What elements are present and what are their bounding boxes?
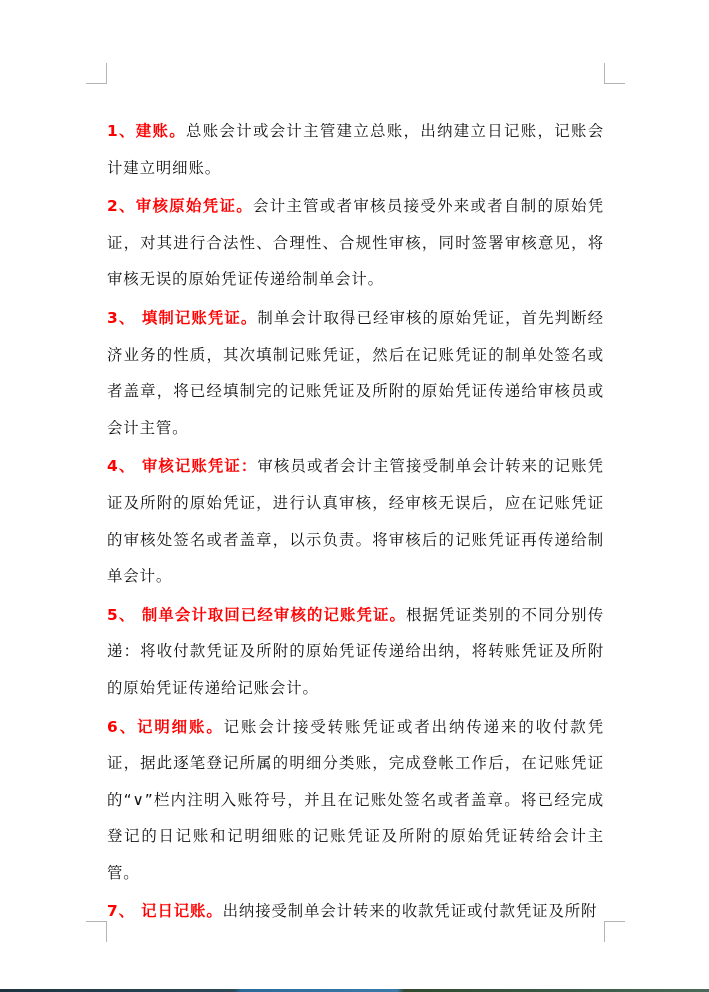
step-heading: 2、审核原始凭证。: [107, 197, 253, 216]
crop-mark-bottom-left: [86, 921, 107, 942]
crop-mark-top-left: [86, 63, 107, 84]
paragraph-step-4: [107, 448, 604, 594]
step-heading: 3、 填制记账凭证。: [107, 308, 258, 327]
paragraph-step-6: [107, 709, 604, 892]
step-body: 根据凭证类别的不同分别传递：将收付款凭证及所附的原始凭证传递给出纳，将转账凭证及所附的原始凭证传递给记账会计。: [107, 605, 604, 697]
step-heading: 7、 记日记账。: [107, 902, 223, 921]
paragraph-step-2: [107, 188, 604, 298]
step-body: 出纳接受制单会计转来的收款凭证或付款凭证及所附: [222, 902, 598, 921]
step-body: 制单会计取得已经审核的原始凭证，首先判断经济业务的性质，其次填制记账凭证，然后在记账凭证的制单处签名或者盖章，将已经填制完的记账凭证及所附的原始凭证传递给审核员或会计主管。: [107, 308, 604, 437]
paragraph-step-3: [107, 300, 604, 446]
step-body: 会计主管或者审核员接受外来或者自制的原始凭证，对其进行合法性、合理性、合规性审核，同时签署审核意见，将审核无误的原始凭证传递给制单会计。: [107, 197, 604, 289]
step-heading: 6、记明细账。: [107, 717, 224, 736]
paragraph-step-7: [107, 893, 604, 930]
step-heading: 4、 审核记账凭证：: [107, 457, 258, 476]
crop-mark-bottom-right: [604, 921, 625, 942]
step-body: 记账会计接受转账凭证或者出纳传递来的收付款凭证，据此逐笔登记所属的明细分类账，完成登帐工作后，在记账凭证的“∨”栏内注明入账符号，并且在记账处签名或者盖章。将已经完成登记的日记账和记明细账的记账凭证及所附的原始凭证转给会计主管。: [107, 717, 604, 882]
step-body: 总账会计或会计主管建立总账，出纳建立日记账，记账会计建立明细账。: [107, 122, 604, 177]
step-heading: 1、建账。: [107, 122, 187, 140]
step-heading: 5、 制单会计取回已经审核的记账凭证。: [107, 605, 407, 624]
paragraph-step-5: [107, 597, 604, 707]
document-body[interactable]: [107, 113, 604, 932]
crop-mark-top-right: [604, 63, 625, 84]
step-body: 审核员或者会计主管接受制单会计转来的记账凭证及所附的原始凭证，进行认真审核，经审核无误后，应在记账凭证的审核处签名或者盖章，以示负责。将审核后的记账凭证再传递给制单会计。: [107, 457, 604, 586]
paragraph-step-1: [107, 113, 604, 186]
